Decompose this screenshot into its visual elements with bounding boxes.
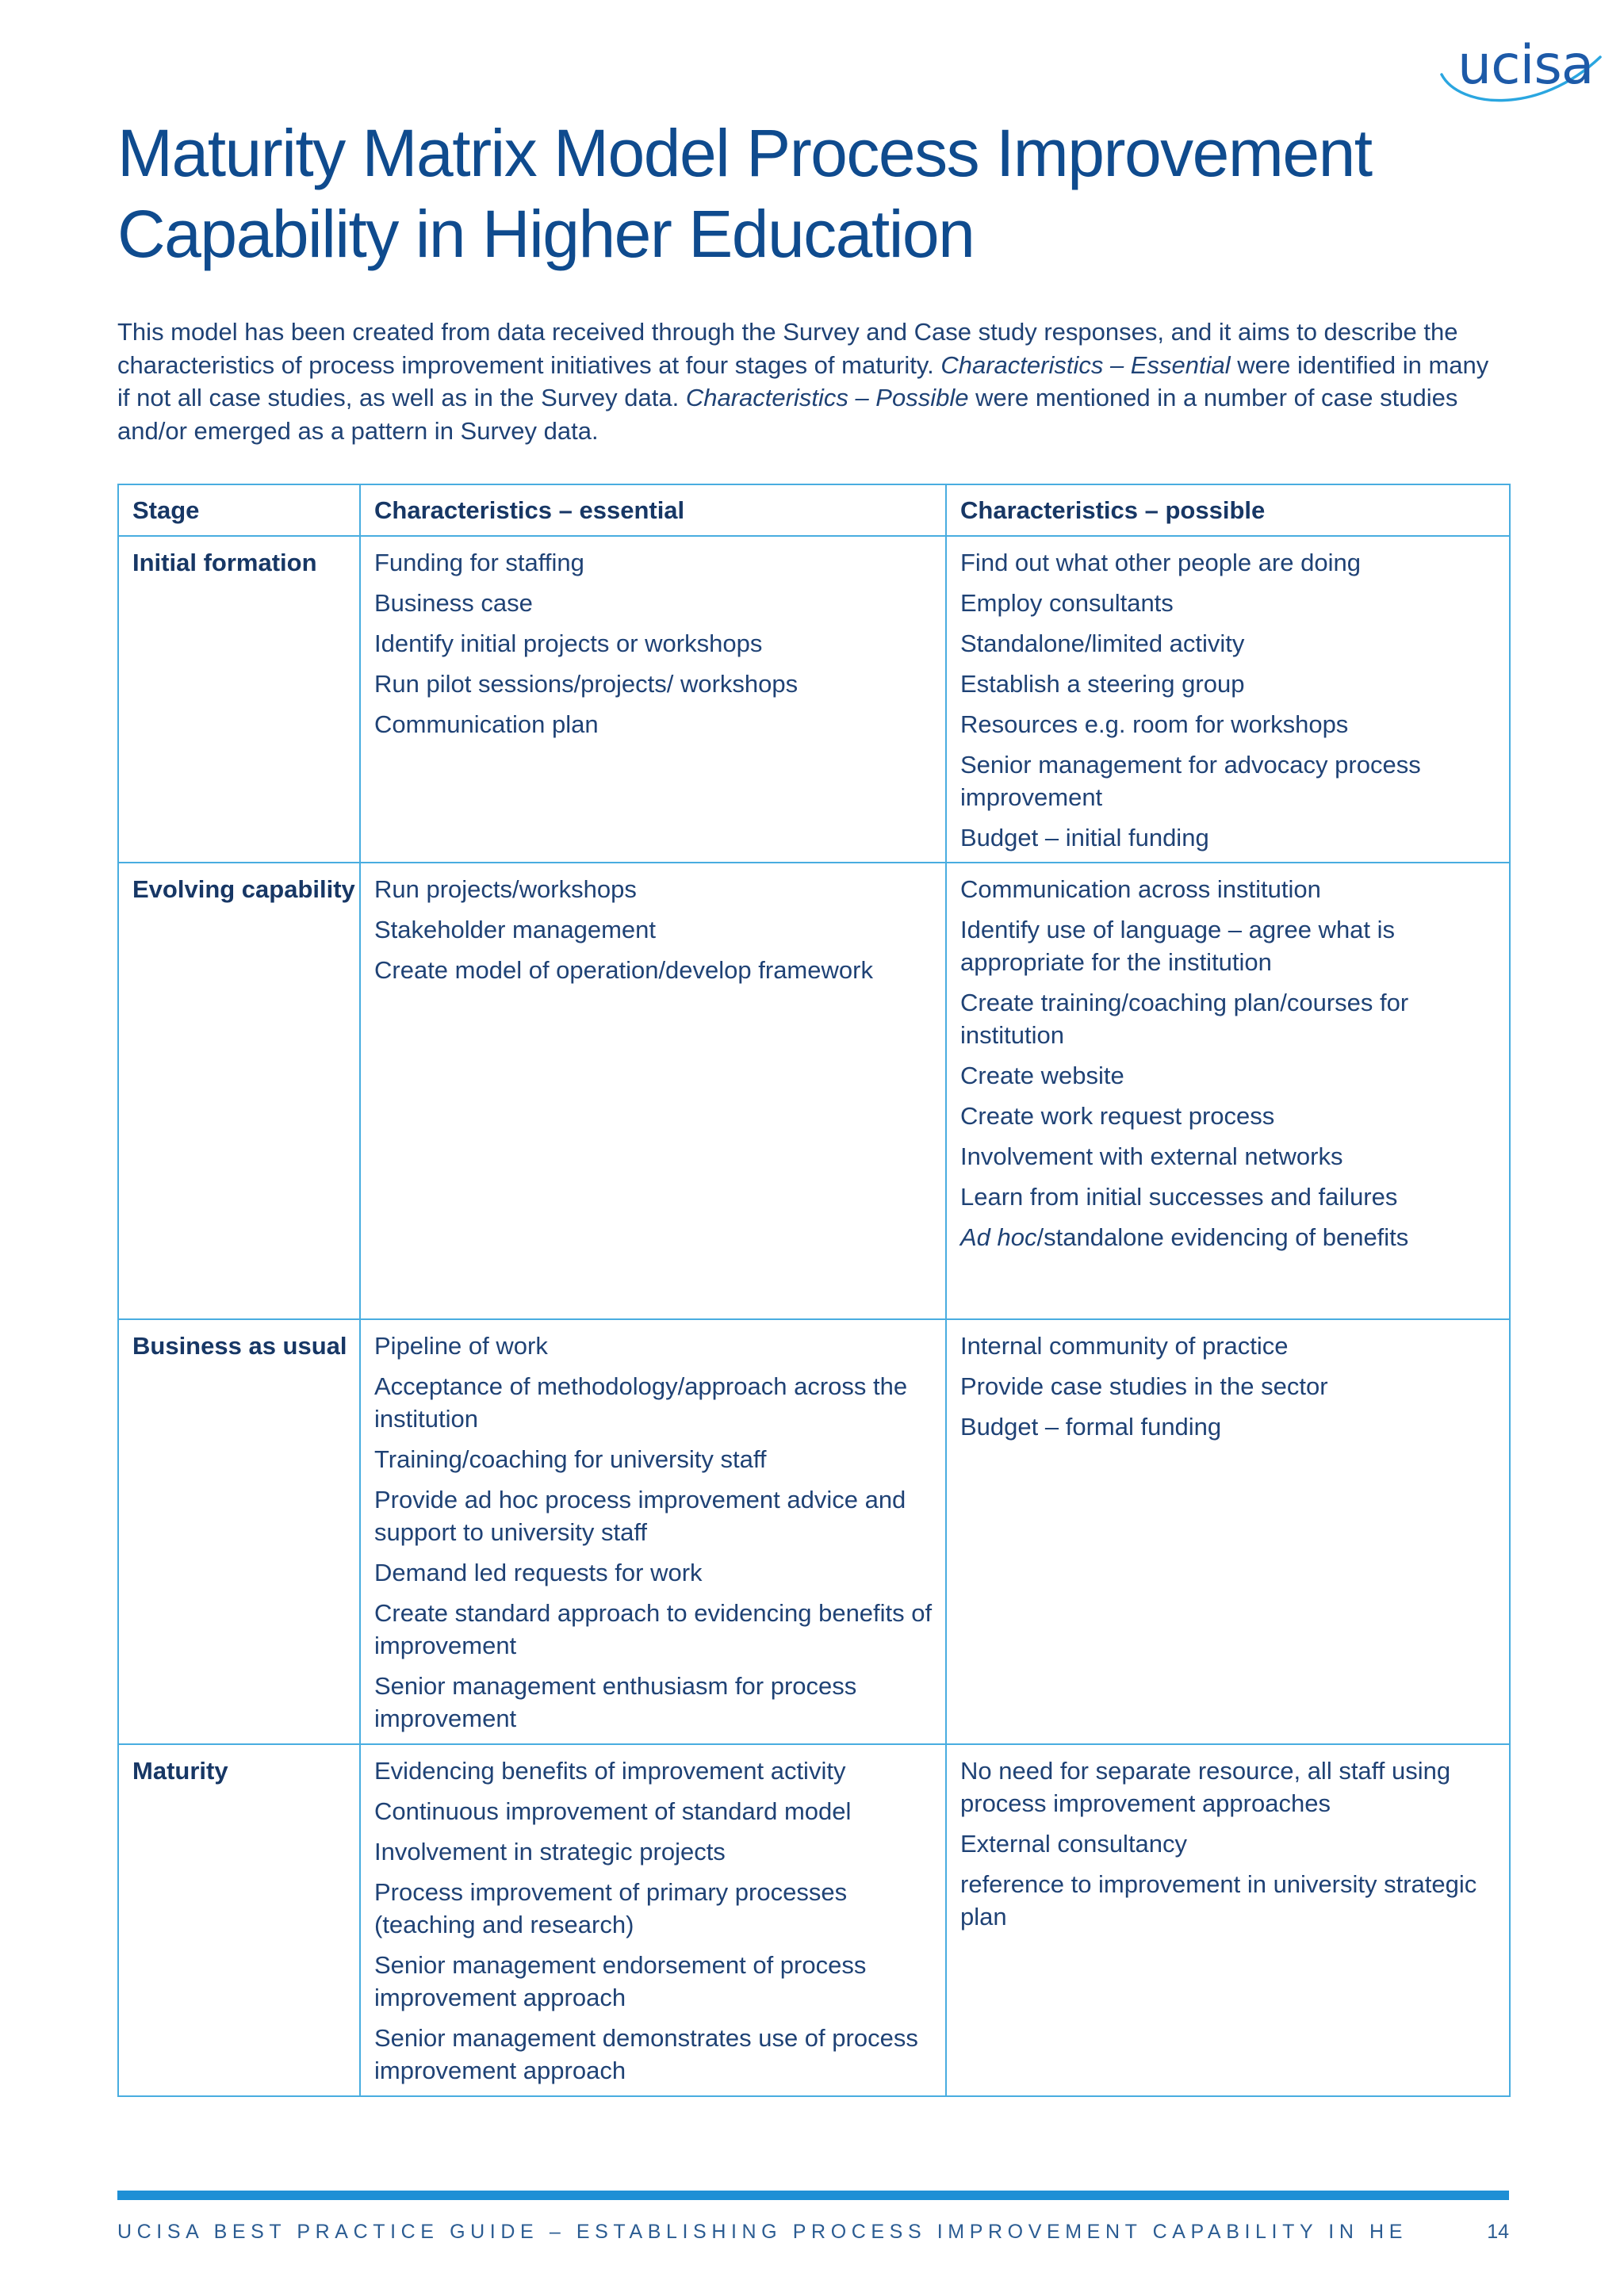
intro-text-2: were identified in many if not all case studies, as well as in the Survey data. <box>117 350 1489 411</box>
list-item: Provide ad hoc process improvement advice and support to university staff <box>374 1486 906 1546</box>
list-item: Resources e.g. room for workshops <box>960 710 1349 738</box>
possible-list <box>960 1755 1501 1933</box>
table-row <box>118 1744 1510 2096</box>
essential-cell <box>360 536 946 863</box>
list-item: External consultancy <box>960 1830 1188 1858</box>
stage-cell: Maturity <box>118 1744 360 2096</box>
intro-text-1: This model has been created from data received through the Survey and Case study responses, and it aims to describe the characteristics of process improvement initiatives at four stages of maturity. <box>117 318 1458 379</box>
list-item: Demand led requests for work <box>374 1559 703 1586</box>
table-row <box>118 536 1510 863</box>
list-item: reference to improvement in university strategic plan <box>960 1870 1477 1931</box>
intro-emphasis-essential: Characteristics – Essential <box>940 350 1231 379</box>
stage-cell: Business as usual <box>118 1319 360 1744</box>
essential-list <box>374 546 937 740</box>
list-item: Process improvement of primary processes (teaching and research) <box>374 1878 848 1938</box>
table-header-essential: Characteristics – essential <box>360 484 946 536</box>
logo-wordmark: ucisa <box>1457 34 1594 97</box>
possible-list <box>960 873 1501 1253</box>
page-title-line-2: Capability in Higher Education <box>117 197 975 271</box>
list-item: Identify use of language – agree what is appropriate for the institution <box>960 916 1396 976</box>
page-number: 14 <box>1487 2221 1509 2243</box>
list-item: Acceptance of methodology/approach across the institution <box>374 1372 908 1433</box>
list-item: Stakeholder management <box>374 916 657 943</box>
essential-list <box>374 873 937 986</box>
list-item: Employ consultants <box>960 589 1174 617</box>
footer-running-title: UCISA BEST PRACTICE GUIDE – ESTABLISHING PROCESS IMPROVEMENT CAPABILITY IN HE <box>117 2221 1408 2243</box>
possible-cell <box>946 1744 1510 2096</box>
table-header-stage: Stage <box>118 484 360 536</box>
essential-list <box>374 1330 937 1735</box>
table-header-possible: Characteristics – possible <box>946 484 1510 536</box>
stage-cell: Evolving capability <box>118 863 360 1319</box>
list-item: Communication across institution <box>960 875 1321 903</box>
possible-cell <box>946 863 1510 1319</box>
list-item: Identify initial projects or workshops <box>374 629 763 657</box>
list-item: Budget – initial funding <box>960 824 1209 851</box>
table-row <box>118 1319 1510 1744</box>
stage-cell: Initial formation <box>118 536 360 863</box>
list-item: Learn from initial successes and failures <box>960 1183 1398 1211</box>
list-item: Create training/coaching plan/courses for institution <box>960 989 1409 1049</box>
ucisa-logo <box>1437 27 1607 114</box>
intro-text-3: were mentioned in a number of case studies and/or emerged as a pattern in Survey data. <box>117 384 1458 445</box>
list-item: Establish a steering group <box>960 670 1245 698</box>
intro-emphasis-possible: Characteristics – Possible <box>685 384 969 411</box>
list-item: Run pilot sessions/projects/ workshops <box>374 670 799 698</box>
list-item: Funding for staffing <box>374 549 584 576</box>
list-item: Senior management enthusiasm for process improvement <box>374 1672 857 1732</box>
list-item <box>960 1221 1501 1253</box>
possible-cell <box>946 536 1510 863</box>
list-item: Run projects/workshops <box>374 875 637 903</box>
list-item: Continuous improvement of standard model <box>374 1797 852 1825</box>
list-item: Training/coaching for university staff <box>374 1445 767 1473</box>
list-item: Create website <box>960 1062 1124 1089</box>
list-item: No need for separate resource, all staff using process improvement approaches <box>960 1757 1451 1817</box>
maturity-matrix-table <box>117 484 1511 2097</box>
list-item: Involvement with external networks <box>960 1142 1343 1170</box>
list-item: Pipeline of work <box>374 1332 548 1360</box>
list-item: Communication plan <box>374 710 599 738</box>
page-title-line-1: Maturity Matrix Model Process Improvement <box>117 116 1372 190</box>
list-item: Senior management demonstrates use of process improvement approach <box>374 2024 918 2084</box>
page-title <box>117 113 1509 274</box>
list-item: Provide case studies in the sector <box>960 1372 1328 1400</box>
intro-paragraph <box>117 316 1505 447</box>
essential-cell <box>360 1319 946 1744</box>
possible-cell <box>946 1319 1510 1744</box>
list-item: Internal community of practice <box>960 1332 1289 1360</box>
list-item: Create model of operation/develop framework <box>374 956 873 984</box>
list-item: Business case <box>374 589 533 617</box>
table-body <box>118 536 1510 2096</box>
footer-rule <box>117 2191 1509 2200</box>
list-item-italic-text: Ad hoc <box>960 1223 1037 1251</box>
list-item: Senior management for advocacy process improvement <box>960 751 1421 811</box>
essential-list <box>374 1755 937 2087</box>
list-item: Involvement in strategic projects <box>374 1838 726 1866</box>
table-row <box>118 863 1510 1319</box>
essential-cell <box>360 1744 946 2096</box>
list-item: Evidencing benefits of improvement activity <box>374 1757 846 1785</box>
list-item: Senior management endorsement of process improvement approach <box>374 1951 867 2011</box>
table-header-row <box>118 484 1510 536</box>
possible-list <box>960 546 1501 854</box>
list-item-text: /standalone evidencing of benefits <box>1036 1223 1409 1251</box>
list-item: Find out what other people are doing <box>960 549 1361 576</box>
list-item: Budget – formal funding <box>960 1413 1222 1441</box>
list-item: Create standard approach to evidencing benefits of improvement <box>374 1599 933 1659</box>
table-head <box>118 484 1510 536</box>
possible-list <box>960 1330 1501 1443</box>
list-item: Create work request process <box>960 1102 1275 1130</box>
essential-cell <box>360 863 946 1319</box>
list-item: Standalone/limited activity <box>960 629 1245 657</box>
